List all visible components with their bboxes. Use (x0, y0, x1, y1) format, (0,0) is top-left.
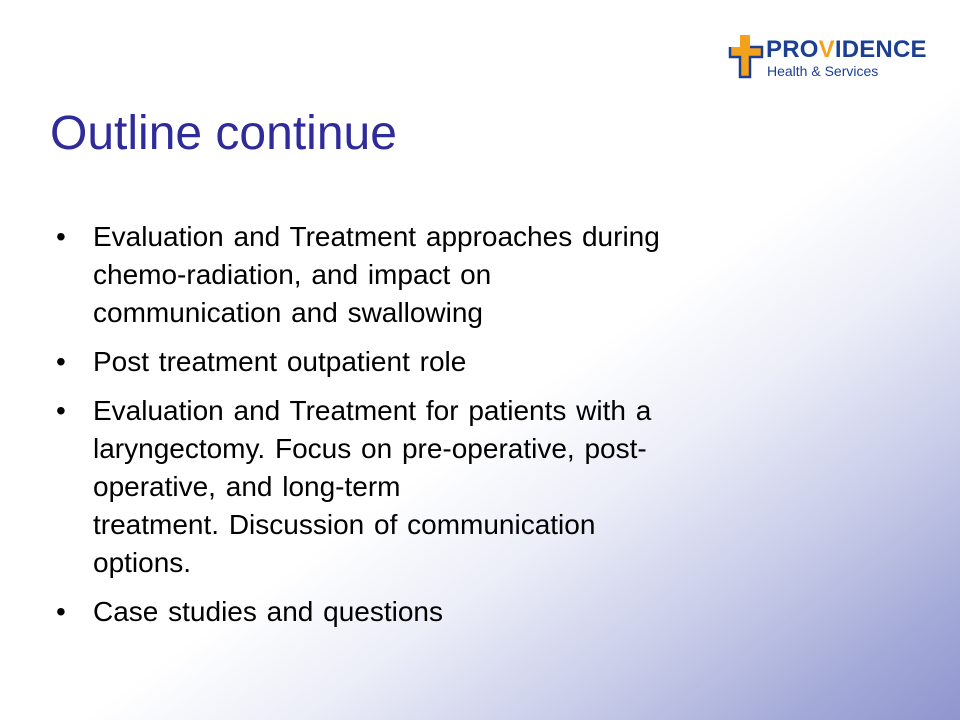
bullet-item (56, 218, 856, 332)
bullet-marker: • (56, 221, 66, 252)
cross-icon (728, 33, 764, 79)
bullet-line: communication and swallowing (93, 297, 483, 328)
bullet-item (56, 593, 856, 631)
bullet-marker: • (56, 346, 66, 377)
bullet-line: Evaluation and Treatment approaches during (93, 221, 660, 252)
logo-tagline: Health & Services (767, 63, 879, 79)
bullet-line: treatment. Discussion of communication (93, 509, 596, 540)
bullet-line: laryngectomy. Focus on pre-operative, post- (93, 433, 647, 464)
bullet-list (56, 218, 856, 642)
bullet-marker: • (56, 395, 66, 426)
bullet-line: Post treatment outpatient role (93, 346, 467, 377)
bullet-item (56, 343, 856, 381)
bullet-line: chemo-radiation, and impact on (93, 259, 492, 290)
logo-word-part: IDENCE (834, 36, 927, 63)
logo-word-part: PRO (766, 36, 819, 63)
bullet-marker: • (56, 596, 66, 627)
bullet-line: Case studies and questions (93, 596, 443, 627)
bullet-item (56, 392, 856, 582)
bullet-line: options. (93, 547, 192, 578)
logo-wordmark (766, 37, 927, 63)
providence-logo (728, 33, 928, 83)
slide-title: Outline continue (50, 107, 397, 160)
bullet-line: Evaluation and Treatment for patients with a (93, 395, 652, 426)
bullet-line: operative, and long-term (93, 471, 401, 502)
logo-word-accent: V (818, 36, 835, 63)
